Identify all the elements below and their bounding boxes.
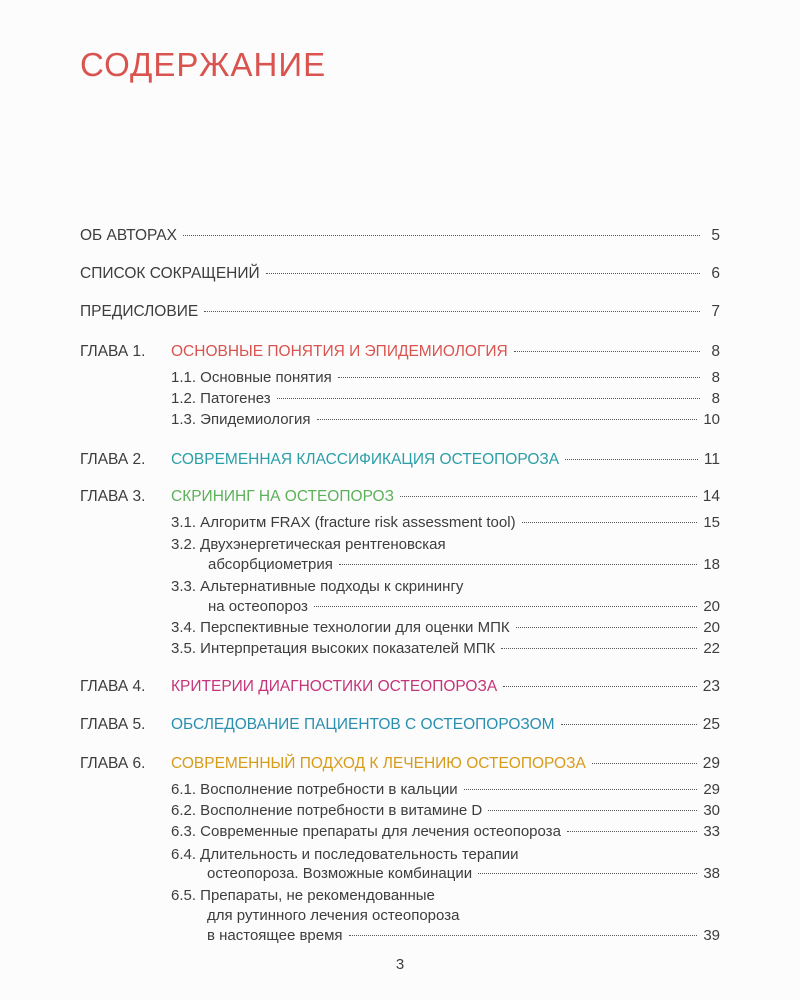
page-ref: 8 [711,343,720,360]
chapter-title: ОСНОВНЫЕ ПОНЯТИЯ И ЭПИДЕМИОЛОГИЯ [171,343,508,360]
dot-leader [565,459,698,460]
page-ref: 14 [702,488,720,505]
page-ref: 30 [703,802,720,819]
page-ref: 39 [703,927,720,944]
dot-leader [183,235,700,236]
chapter-label [80,754,586,774]
chapter-title: СОВРЕМЕННЫЙ ПОДХОД К ЛЕЧЕНИЮ ОСТЕОПОРОЗА [171,755,586,772]
section-label: 6.2. Восполнение потребности в витамине D [171,802,483,819]
page-ref: 29 [702,755,720,772]
chapter-number: ГЛАВА 3. [80,488,146,505]
page-ref: 38 [703,865,720,882]
dot-leader [561,724,697,725]
chapter-label [80,450,559,470]
dot-leader [567,831,697,832]
page-ref: 6 [711,265,720,282]
toc-section-entry[interactable] [171,410,720,430]
dot-leader [503,686,697,687]
page-ref: 10 [703,411,720,428]
section-label: 3.1. Алгоритм FRAX (fracture risk assessment tool) [171,514,516,531]
section-text-line: 3.3. Альтернативные подходы к скринингу [171,578,464,595]
section-label: 1.1. Основные понятия [171,369,332,386]
section-label: 1.2. Патогенез [171,390,271,407]
toc-section-entry[interactable] [207,864,720,884]
dot-leader [514,351,700,352]
dot-leader [277,398,700,399]
dot-leader [464,789,698,790]
page-ref: 29 [703,781,720,798]
chapter-label [80,342,508,362]
section-text-line: 3.2. Двухэнергетическая рентгеновская [171,536,446,553]
page-ref: 25 [702,716,720,733]
chapter-title: СОВРЕМЕННАЯ КЛАССИФИКАЦИЯ ОСТЕОПОРОЗА [171,451,560,468]
section-text-line: для рутинного лечения остеопороза [207,907,460,924]
section-text-line: 6.4. Длительность и последовательность терапии [171,846,519,863]
page-ref: 8 [711,369,720,386]
toc-section-entry[interactable] [171,513,720,533]
toc-entry[interactable] [80,342,720,362]
chapter-number: ГЛАВА 6. [80,755,146,772]
toc-entry[interactable] [80,302,720,322]
toc-entry[interactable] [80,450,720,470]
page-ref: 33 [703,823,720,840]
chapter-label [80,487,394,507]
toc-section-entry[interactable] [171,822,720,842]
toc-entry-label: СПИСОК СОКРАЩЕНИЙ [80,265,260,282]
dot-leader [478,873,697,874]
dot-leader [516,627,698,628]
chapter-title: КРИТЕРИИ ДИАГНОСТИКИ ОСТЕОПОРОЗА [171,678,498,695]
chapter-title: ОБСЛЕДОВАНИЕ ПАЦИЕНТОВ С ОСТЕОПОРОЗОМ [171,716,555,733]
toc-section-entry[interactable] [171,389,720,409]
section-label: 3.5. Интерпретация высоких показателей МПК [171,640,496,657]
page-ref: 20 [703,619,720,636]
page-ref: 22 [703,640,720,657]
toc-entry-label: ПРЕДИСЛОВИЕ [80,303,199,320]
section-label: 1.3. Эпидемиология [171,411,311,428]
toc-section-entry[interactable] [171,780,720,800]
page-ref: 15 [703,514,720,531]
section-label: абсорбциометрия [208,556,333,573]
chapter-number: ГЛАВА 5. [80,716,146,733]
dot-leader [592,763,697,764]
chapter-number: ГЛАВА 2. [80,451,146,468]
dot-leader [488,810,697,811]
dot-leader [339,564,697,565]
toc-section-entry[interactable] [171,801,720,821]
dot-leader [501,648,697,649]
dot-leader [338,377,700,378]
dot-leader [204,311,700,312]
toc-entry[interactable] [80,754,720,774]
toc-entry[interactable] [80,226,720,246]
page-ref: 5 [711,227,720,244]
toc-section-entry[interactable] [208,555,720,575]
toc-entry[interactable] [80,264,720,284]
toc-section-entry[interactable] [171,618,720,638]
page-ref: 11 [703,451,720,468]
dot-leader [317,419,698,420]
chapter-number: ГЛАВА 4. [80,678,146,695]
page-number: 3 [395,956,405,973]
dot-leader [314,606,697,607]
section-label: в настоящее время [207,927,343,944]
toc-section-entry[interactable] [171,639,720,659]
chapter-label [80,715,555,735]
toc-section-entry[interactable] [208,597,720,617]
dot-leader [522,522,698,523]
chapter-number: ГЛАВА 1. [80,343,146,360]
section-text-line: 6.5. Препараты, не рекомендованные [171,887,435,904]
dot-leader [266,273,700,274]
page-ref: 23 [702,678,720,695]
page-ref: 8 [711,390,720,407]
chapter-title: СКРИНИНГ НА ОСТЕОПОРОЗ [171,488,394,505]
toc-entry[interactable] [80,677,720,697]
chapter-label [80,677,497,697]
dot-leader [400,496,697,497]
section-label: 6.1. Восполнение потребности в кальции [171,781,458,798]
section-label: 3.4. Перспективные технологии для оценки МПК [171,619,510,636]
toc-entry[interactable] [80,715,720,735]
dot-leader [349,935,698,936]
page-ref: 20 [703,598,720,615]
page-ref: 18 [703,556,720,573]
section-label: остеопороза. Возможные комбинации [207,865,473,882]
toc-entry-label: ОБ АВТОРАХ [80,227,177,244]
toc-section-entry[interactable] [207,926,720,946]
toc-section-entry[interactable] [171,368,720,388]
page-ref: 7 [711,303,720,320]
section-label: на остеопороз [208,598,308,615]
section-label: 6.3. Современные препараты для лечения остеопороза [171,823,561,840]
page-title: СОДЕРЖАНИЕ [80,46,327,83]
toc-entry[interactable] [80,487,720,507]
